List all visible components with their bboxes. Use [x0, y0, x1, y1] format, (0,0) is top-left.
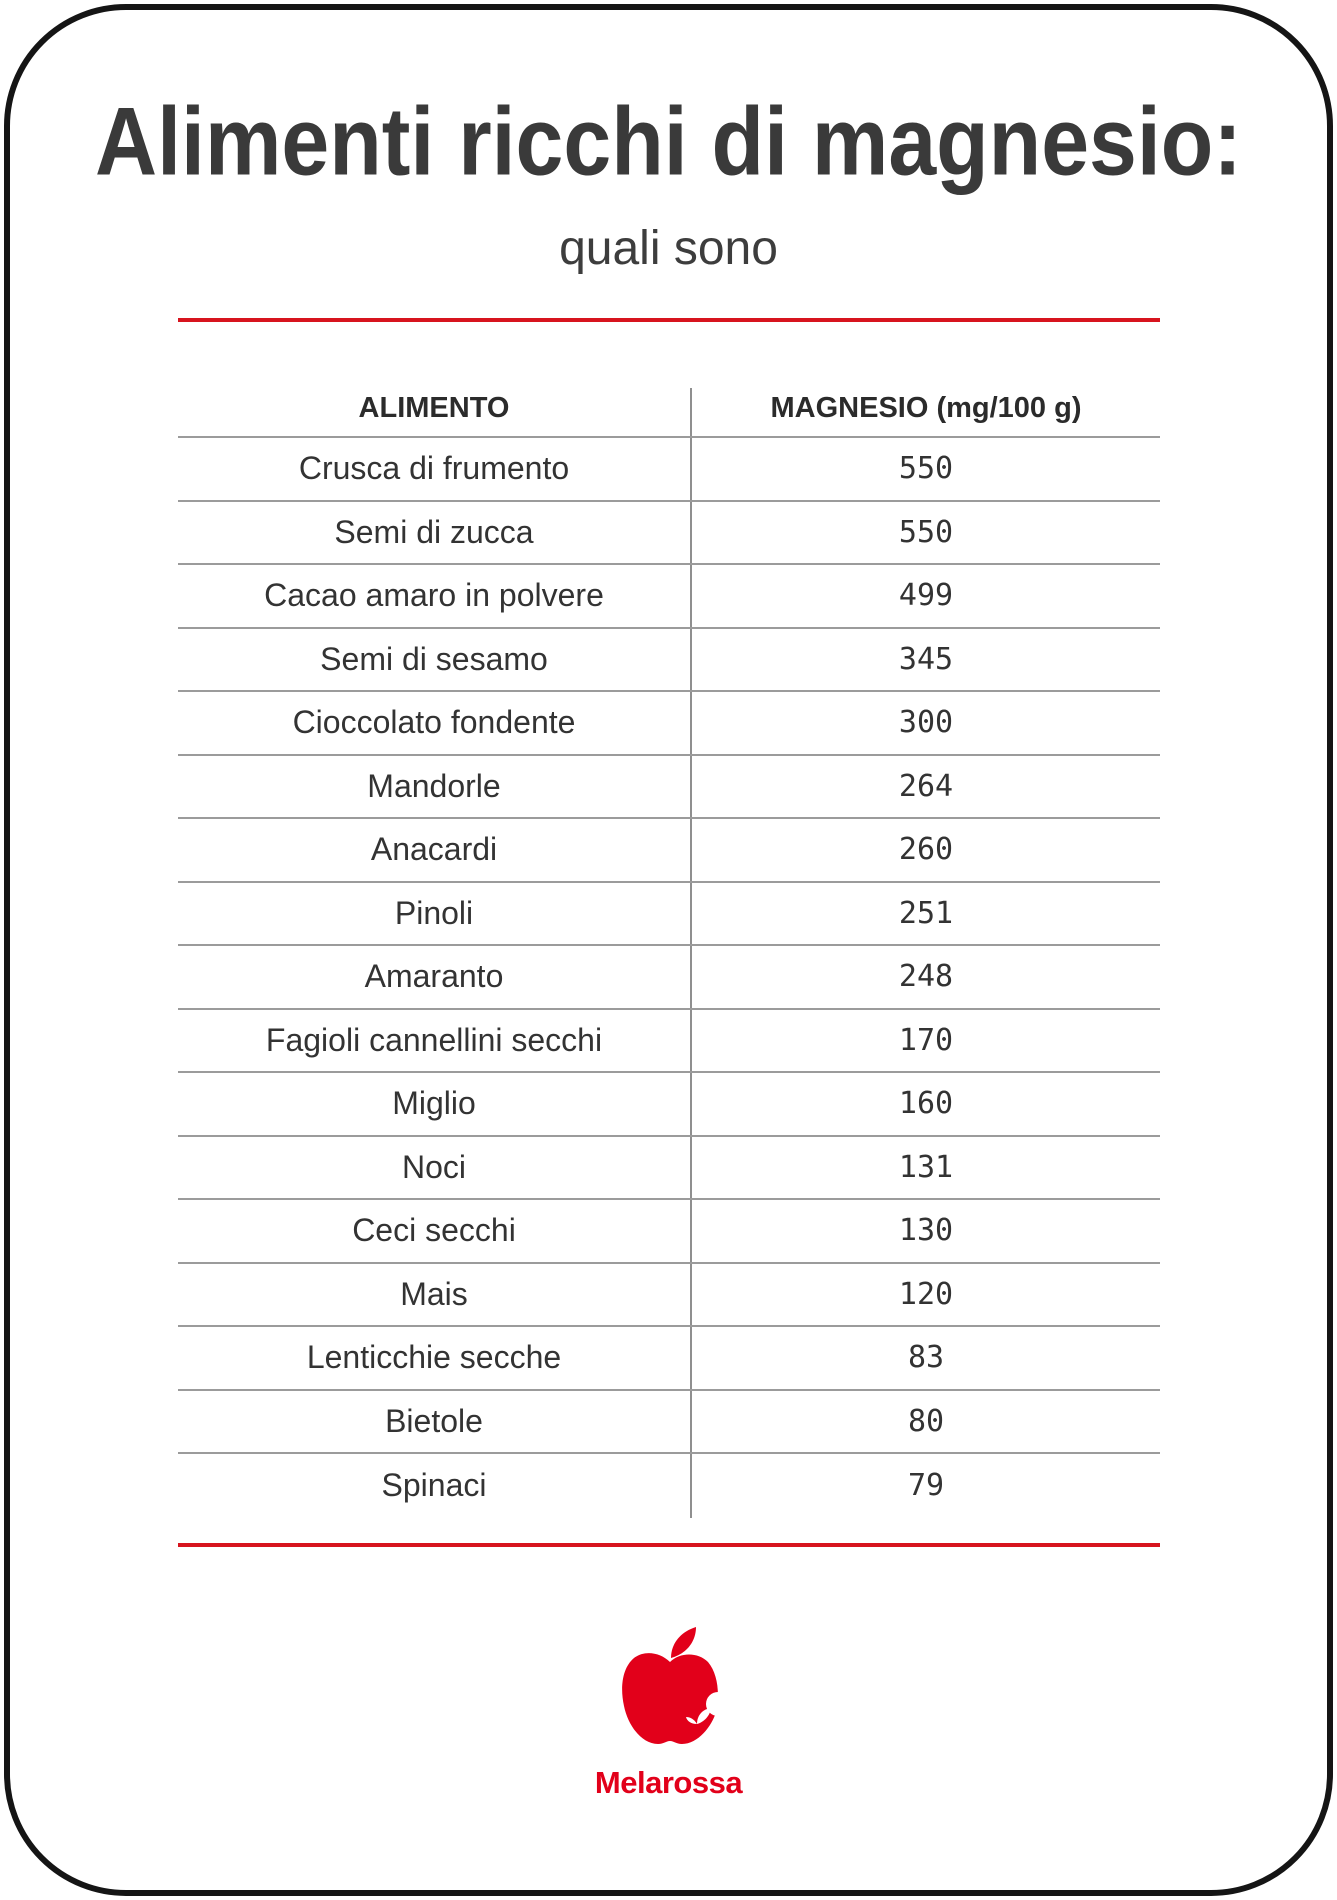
table-row [178, 502, 1160, 566]
magnesium-value: 345 [898, 641, 954, 677]
table-row [178, 1264, 1160, 1328]
magnesium-cell [692, 438, 1160, 500]
food-cell [178, 819, 692, 881]
header-cell-magnesium [692, 388, 1160, 436]
magnesium-cell [692, 756, 1160, 818]
food-name: Cioccolato fondente [292, 704, 576, 741]
table-header-row [178, 388, 1160, 438]
table-row [178, 1327, 1160, 1391]
table-row [178, 692, 1160, 756]
magnesium-cell [692, 565, 1160, 627]
table-row [178, 946, 1160, 1010]
column-header-food: ALIMENTO [358, 391, 510, 424]
food-cell [178, 692, 692, 754]
magnesium-cell [692, 1073, 1160, 1135]
magnesium-cell [692, 502, 1160, 564]
magnesium-value: 80 [907, 1403, 945, 1439]
magnesium-value: 160 [898, 1086, 954, 1122]
food-cell [178, 1010, 692, 1072]
magnesium-value: 499 [898, 578, 954, 614]
magnesium-cell [692, 629, 1160, 691]
magnesium-value: 170 [898, 1022, 954, 1058]
magnesium-cell [692, 946, 1160, 1008]
magnesium-value: 550 [898, 514, 954, 550]
food-name: Mais [400, 1275, 468, 1312]
bottom-divider [178, 1543, 1160, 1547]
top-divider [178, 318, 1160, 322]
food-cell [178, 1264, 692, 1326]
magnesium-value: 264 [898, 768, 954, 804]
food-name: Fagioli cannellini secchi [265, 1021, 603, 1058]
table-row [178, 1391, 1160, 1455]
brand-logo-text: Melarossa [594, 1765, 743, 1800]
page-subtitle: quali sono [559, 222, 778, 275]
food-name: Crusca di frumento [298, 450, 570, 487]
food-cell [178, 565, 692, 627]
magnesium-value: 131 [898, 1149, 954, 1185]
magnesium-cell [692, 819, 1160, 881]
food-name: Anacardi [370, 831, 498, 868]
magnesium-cell [692, 1454, 1160, 1518]
table-row [178, 819, 1160, 883]
magnesium-cell [692, 1264, 1160, 1326]
table-row [178, 438, 1160, 502]
food-name: Cacao amaro in polvere [264, 577, 604, 614]
food-cell [178, 629, 692, 691]
magnesium-value: 248 [898, 959, 954, 995]
food-name: Miglio [392, 1085, 476, 1122]
table-row [178, 1454, 1160, 1518]
apple-icon [614, 1622, 724, 1752]
food-name: Bietole [385, 1402, 483, 1439]
apple-body [622, 1653, 718, 1744]
food-cell [178, 883, 692, 945]
food-cell [178, 946, 692, 1008]
magnesium-value: 550 [898, 451, 954, 487]
magnesium-value: 79 [907, 1468, 945, 1504]
food-name: Noci [401, 1148, 466, 1185]
column-header-magnesium: MAGNESIO (mg/100 g) [770, 391, 1082, 424]
table-row [178, 1073, 1160, 1137]
magnesium-cell [692, 1200, 1160, 1262]
table-row [178, 1200, 1160, 1264]
table-row [178, 756, 1160, 820]
magnesium-cell [692, 1391, 1160, 1453]
table-row [178, 1010, 1160, 1074]
magnesium-cell [692, 1010, 1160, 1072]
page-title: Alimenti ricchi di magnesio: [95, 88, 1242, 196]
magnesium-value: 260 [898, 832, 954, 868]
table-row [178, 565, 1160, 629]
table-row [178, 883, 1160, 947]
magnesium-value: 130 [898, 1213, 954, 1249]
food-name: Pinoli [394, 894, 474, 931]
magnesium-value: 300 [898, 705, 954, 741]
magnesium-cell [692, 1137, 1160, 1199]
magnesium-cell [692, 692, 1160, 754]
food-name: Spinaci [381, 1467, 487, 1504]
magnesium-table [178, 388, 1160, 1518]
food-cell [178, 502, 692, 564]
food-cell [178, 1327, 692, 1389]
apple-leaf [671, 1627, 696, 1658]
magnesium-cell [692, 1327, 1160, 1389]
food-cell [178, 1200, 692, 1262]
food-name: Semi di sesamo [320, 640, 548, 677]
magnesium-cell [692, 883, 1160, 945]
magnesium-value: 83 [907, 1340, 945, 1376]
magnesium-value: 120 [898, 1276, 954, 1312]
header-cell-food [178, 388, 692, 436]
food-name: Semi di zucca [334, 513, 534, 550]
food-name: Ceci secchi [352, 1212, 516, 1249]
table-row [178, 1137, 1160, 1201]
food-name: Mandorle [367, 767, 501, 804]
magnesium-value: 251 [898, 895, 954, 931]
food-cell [178, 438, 692, 500]
food-cell [178, 1391, 692, 1453]
food-cell [178, 1137, 692, 1199]
food-cell [178, 756, 692, 818]
food-name: Amaranto [364, 958, 504, 995]
food-name: Lenticchie secche [306, 1339, 562, 1376]
food-cell [178, 1073, 692, 1135]
table-row [178, 629, 1160, 693]
food-cell [178, 1454, 692, 1518]
